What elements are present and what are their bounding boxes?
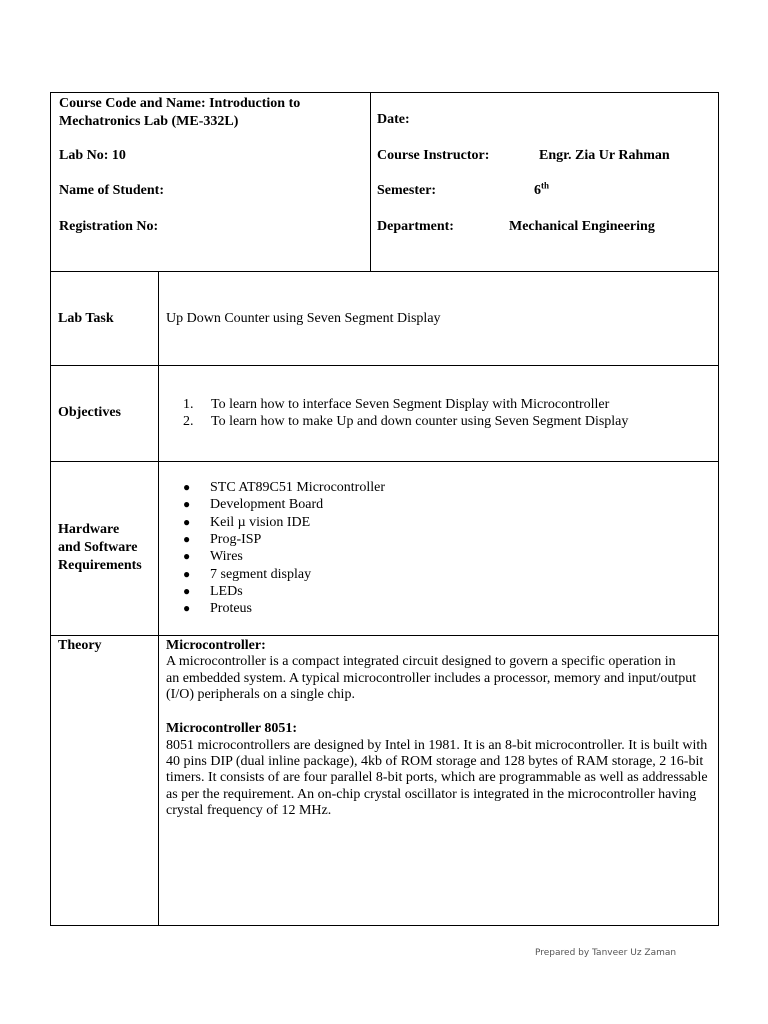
lab-no-label: Lab No: 10 [59, 148, 126, 163]
requirement-item [183, 479, 385, 496]
footer-prepared-by: Prepared by Tanveer Uz Zaman [535, 948, 677, 958]
theory-paragraph-line: A microcontroller is a compact integrated circuit designed to govern a specific operation in [166, 654, 676, 669]
semester-value [534, 182, 549, 200]
lab-sheet [50, 92, 719, 926]
objective-item [183, 396, 609, 413]
requirement-text: Prog-ISP [210, 532, 262, 547]
requirement-text: Proteus [210, 601, 252, 616]
semester-number: 6 [534, 183, 541, 198]
theory-paragraph-line: timers. It consists of are four parallel 8-bit ports, which are programmable as well as addressable [166, 770, 708, 785]
objective-item [183, 413, 628, 430]
lab-task-label: Lab Task [58, 311, 114, 326]
requirement-item [183, 583, 243, 600]
objectives-row [51, 366, 718, 462]
lab-task-row [51, 272, 718, 366]
requirement-item [183, 566, 311, 583]
semester-label: Semester: [377, 183, 437, 198]
theory-row [51, 636, 718, 925]
requirement-item [183, 600, 252, 617]
requirement-text: Keil µ vision IDE [210, 515, 311, 530]
bullet-icon: ● [183, 601, 191, 615]
course-label: Course Code and Name: Introduction to [59, 96, 301, 111]
requirements-row [51, 462, 718, 636]
objectives-label: Objectives [58, 405, 121, 420]
requirements-content [159, 462, 718, 635]
requirement-text: Development Board [210, 497, 324, 512]
header-table [50, 92, 719, 272]
requirement-item [183, 531, 261, 548]
semester-suffix: th [541, 180, 550, 191]
requirements-label-line2: and Software [58, 540, 138, 555]
theory-heading-microcontroller: Microcontroller: [166, 638, 266, 653]
theory-label-cell [51, 636, 159, 925]
theory-paragraph-line: crystal frequency of 12 MHz. [166, 803, 332, 818]
instructor-value: Engr. Zia Ur Rahman [539, 148, 670, 163]
content-table [50, 271, 719, 926]
bullet-icon: ● [183, 480, 191, 494]
bullet-icon: ● [183, 567, 191, 581]
requirements-label-line1: Hardware [58, 522, 120, 537]
theory-paragraph-line: 40 pins DIP (dual inline package), 4kb of ROM storage and 128 bytes of RAM storage, 2 16-bit [166, 754, 704, 769]
requirement-text: STC AT89C51 Microcontroller [210, 480, 385, 495]
department-value: Mechanical Engineering [509, 219, 655, 234]
student-name-label: Name of Student: [59, 183, 164, 198]
bullet-icon: ● [183, 497, 191, 511]
theory-paragraph-line: 8051 microcontrollers are designed by Intel in 1981. It is an 8-bit microcontroller. It is built with [166, 738, 708, 753]
date-label: Date: [377, 112, 410, 127]
bullet-icon: ● [183, 532, 191, 546]
registration-label: Registration No: [59, 219, 159, 234]
lab-task-label-cell [51, 272, 159, 365]
header-divider [370, 93, 371, 272]
instructor-label: Course Instructor: [377, 148, 490, 163]
theory-label: Theory [58, 638, 102, 653]
theory-paragraph-line: an embedded system. A typical microcontroller includes a processor, memory and input/output [166, 671, 697, 686]
requirement-item [183, 548, 243, 565]
requirements-label-cell [51, 462, 159, 635]
requirement-text: 7 segment display [210, 567, 312, 582]
requirements-label-line3: Requirements [58, 558, 142, 573]
objective-text: To learn how to make Up and down counter using Seven Segment Display [211, 414, 629, 429]
objective-number: 2. [183, 414, 194, 429]
theory-content [159, 636, 718, 925]
objective-number: 1. [183, 397, 194, 412]
requirement-item [183, 514, 310, 531]
theory-paragraph-line: as per the requirement. An on-chip crystal oscillator is integrated in the microcontroller having [166, 787, 697, 802]
objective-text: To learn how to interface Seven Segment Display with Microcontroller [211, 397, 610, 412]
course-label-line2: Mechatronics Lab (ME-332L) [59, 114, 239, 129]
department-label: Department: [377, 219, 454, 234]
requirement-item [183, 496, 323, 513]
requirement-text: LEDs [210, 584, 243, 599]
lab-task-content [159, 272, 718, 365]
requirement-text: Wires [210, 549, 243, 564]
objectives-label-cell [51, 366, 159, 461]
theory-paragraph-line: (I/O) peripherals on a single chip. [166, 687, 355, 702]
objectives-content [159, 366, 718, 461]
bullet-icon: ● [183, 515, 191, 529]
bullet-icon: ● [183, 549, 191, 563]
theory-heading-8051: Microcontroller 8051: [166, 721, 298, 736]
lab-task-value: Up Down Counter using Seven Segment Display [166, 311, 441, 326]
bullet-icon: ● [183, 584, 191, 598]
